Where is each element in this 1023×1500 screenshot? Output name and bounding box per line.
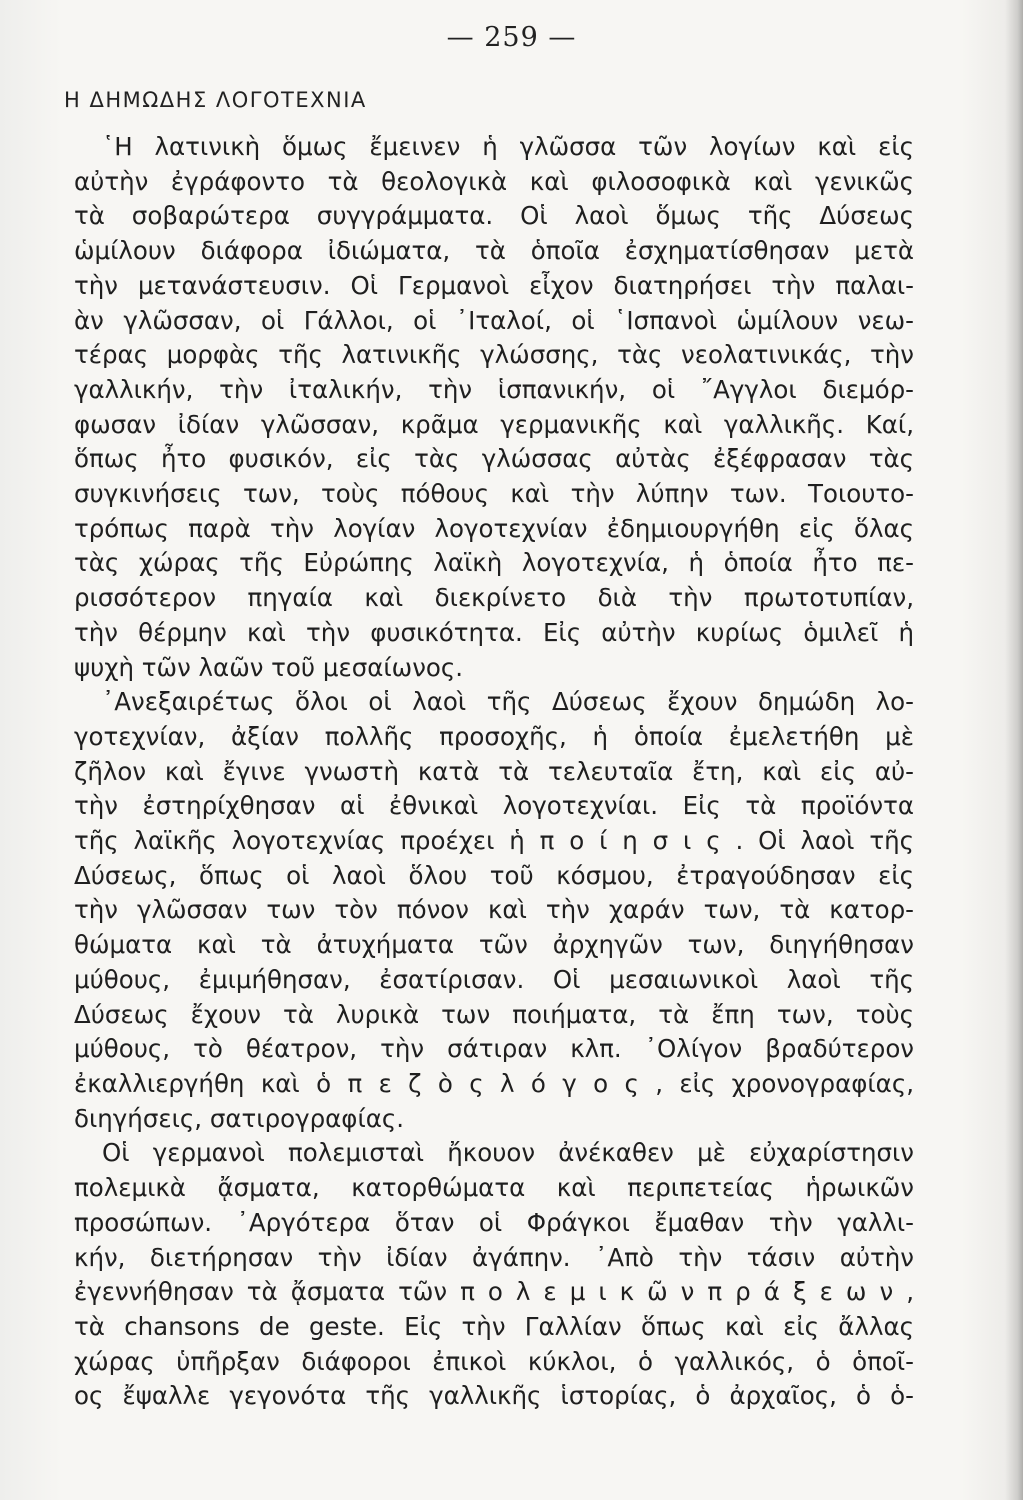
text-line: κήν, διετήρησαν τὴν ἰδίαν ἀγάπην. ᾿Απὸ τὴν τάσιν αὐτὴν <box>74 1242 914 1272</box>
text-line: χώρας ὑπῆρξαν διάφοροι ἐπικοὶ κύκλοι, ὁ γαλλικός, ὁ ὁποῖ- <box>74 1346 914 1376</box>
text-line: τὴν μετανάστευσιν. Οἱ Γερμανοὶ εἶχον διατηρήσει τὴν παλαι- <box>74 270 914 300</box>
text-line: αὐτὴν ἐγράφοντο τὰ θεολογικὰ καὶ φιλοσοφικὰ καὶ γενικῶς <box>74 166 914 196</box>
text-line: ὡμίλουν διάφορα ἰδιώματα, τὰ ὁποῖα ἐσχηματίσθησαν μετὰ <box>74 236 914 266</box>
text-line: φωσαν ἰδίαν γλῶσσαν, κρᾶμα γερμανικῆς καὶ γαλλικῆς. Καί, <box>74 409 914 439</box>
text-line: ρισσότερον πηγαία καὶ διεκρίνετο διὰ τὴν πρωτοτυπίαν, <box>74 583 914 613</box>
text-line: τέρας μορφὰς τῆς λατινικῆς γλώσσης, τὰς νεολατινικάς, τὴν <box>74 340 914 370</box>
paragraph-2 <box>74 685 914 1136</box>
text-line: Δύσεως, ὅπως οἱ λαοὶ ὅλου τοῦ κόσμου, ἐτραγούδησαν εἰς <box>74 860 914 890</box>
text-line: τὴν γλῶσσαν των τὸν πόνον καὶ τὴν χαράν των, τὰ κατορ- <box>74 895 914 925</box>
text-line: τὰ chansons de geste. Εἰς τὴν Γαλλίαν ὅπως καὶ εἰς ἄλλας <box>74 1311 914 1341</box>
text-line: ος ἔψαλλε γεγονότα τῆς γαλλικῆς ἱστορίας, ὁ ἀρχαῖος, ὁ ὁ- <box>74 1381 914 1411</box>
paragraph-1 <box>74 130 914 685</box>
text-line: μύθους, τὸ θέατρον, τὴν σάτιραν κλπ. ᾿Ολίγον βραδύτερον <box>74 1034 914 1064</box>
text-line: πολεμικὰ ᾄσματα, κατορθώματα καὶ περιπετείας ἡρωικῶν <box>74 1173 914 1203</box>
chapter-heading: Η ΔΗΜΩΔΗΣ ΛΟΓΟΤΕΧΝΙΑ <box>64 88 367 112</box>
text-line: τὴν θέρμην καὶ τὴν φυσικότητα. Εἰς αὐτὴν κυρίως ὁμιλεῖ ἡ <box>74 617 914 647</box>
text-line: θώματα καὶ τὰ ἀτυχήματα τῶν ἀρχηγῶν των, διηγήθησαν <box>74 930 914 960</box>
body-text <box>74 130 914 1414</box>
text-line: ᾿Ανεξαιρέτως ὅλοι οἱ λαοὶ τῆς Δύσεως ἔχουν δημώδη λο- <box>102 687 914 717</box>
text-line: γοτεχνίαν, ἀξίαν πολλῆς προσοχῆς, ἡ ὁποία ἐμελετήθη μὲ <box>74 721 914 751</box>
text-line: γαλλικήν, τὴν ἰταλικήν, τὴν ἱσπανικήν, οἱ ῎Αγγλοι διεμόρ- <box>74 374 914 404</box>
text-line: ὰν γλῶσσαν, οἱ Γάλλοι, οἱ ᾿Ιταλοί, οἱ ῾Ισπανοὶ ὡμίλουν νεω- <box>74 305 914 335</box>
text-line: τὰς χώρας τῆς Εὐρώπης λαϊκὴ λογοτεχνία, ἡ ὁποία ἦτο πε- <box>74 548 914 578</box>
text-line: τρόπως παρὰ τὴν λογίαν λογοτεχνίαν ἐδημιουργήθη εἰς ὅλας <box>74 513 914 543</box>
page-number: — 259 — <box>446 22 577 53</box>
text-line: ζῆλον καὶ ἔγινε γνωστὴ κατὰ τὰ τελευταῖα ἔτη, καὶ εἰς αὐ- <box>74 756 914 786</box>
text-line: τὴν ἐστηρίχθησαν αἱ ἐθνικαὶ λογοτεχνίαι. Εἰς τὰ προϊόντα <box>74 791 914 821</box>
text-line: μύθους, ἐμιμήθησαν, ἐσατίρισαν. Οἱ μεσαιωνικοὶ λαοὶ τῆς <box>74 964 914 994</box>
text-line: ψυχὴ τῶν λαῶν τοῦ μεσαίωνος. <box>74 652 464 682</box>
text-line: διηγήσεις, σατιρογραφίας. <box>74 1103 405 1133</box>
text-line: ῾Η λατινικὴ ὅμως ἔμεινεν ἡ γλῶσσα τῶν λογίων καὶ εἰς <box>102 132 914 161</box>
page-edge-shadow <box>1005 0 1023 1500</box>
text-line: προσώπων. ᾿Αργότερα ὅταν οἱ Φράγκοι ἔμαθαν τὴν γαλλι- <box>74 1207 914 1237</box>
text-line: ὅπως ἦτο φυσικόν, εἰς τὰς γλώσσας αὐτὰς ἐξέφρασαν τὰς <box>74 444 914 474</box>
text-line: τὰ σοβαρώτερα συγγράμματα. Οἱ λαοὶ ὅμως τῆς Δύσεως <box>74 201 914 231</box>
text-line: συγκινήσεις των, τοὺς πόθους καὶ τὴν λύπην των. Τοιουτο- <box>74 479 914 509</box>
text-line: τῆς λαϊκῆς λογοτεχνίας προέχει ἡ π ο ί η σ ι ς . Οἱ λαοὶ τῆς <box>74 826 914 856</box>
text-line: Οἱ γερμανοὶ πολεμισταὶ ἤκουον ἀνέκαθεν μὲ εὐχαρίστησιν <box>102 1138 914 1168</box>
text-line: ἐκαλλιεργήθη καὶ ὁ π ε ζ ὸ ς λ ό γ ο ς , εἰς χρονογραφίας, <box>74 1068 914 1098</box>
text-line: ἐγεννήθησαν τὰ ᾄσματα τῶν π ο λ ε μ ι κ ῶ ν π ρ ά ξ ε ω ν , <box>74 1277 914 1307</box>
paragraph-3 <box>74 1136 914 1414</box>
text-line: Δύσεως ἔχουν τὰ λυρικὰ των ποιήματα, τὰ ἔπη των, τοὺς <box>74 999 914 1029</box>
